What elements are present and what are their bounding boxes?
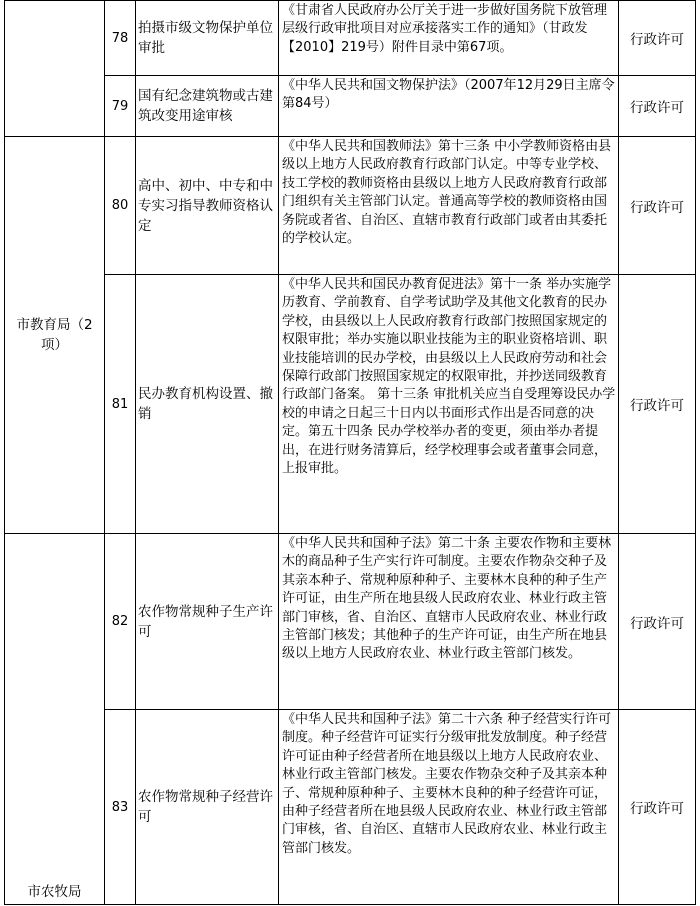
table-row	[5, 534, 696, 710]
item-type: 行政许可	[619, 1, 696, 76]
table-row	[5, 710, 696, 905]
approval-items-table	[4, 0, 696, 905]
table-row	[5, 76, 696, 137]
department-cell: 市教育局（2项）	[5, 137, 105, 534]
item-type: 行政许可	[619, 710, 696, 905]
table-row	[5, 275, 696, 534]
table-row	[5, 1, 696, 76]
item-number: 81	[105, 275, 136, 534]
item-name: 农作物常规种子经营许可	[136, 710, 279, 905]
item-number: 78	[105, 1, 136, 76]
legal-basis: 《甘肃省人民政府办公厅关于进一步做好国务院下放管理层级行政审批项目对应承接落实工作的通知》（甘政发【2010】219号）附件目录中第67项。	[279, 1, 619, 76]
department-cell: 市农牧局	[5, 534, 105, 905]
item-name: 农作物常规种子生产许可	[136, 534, 279, 710]
legal-basis: 《中华人民共和国教师法》第十三条 中小学教师资格由县级以上地方人民政府教育行政部门认定。中等专业学校、技工学校的教师资格由县级以上地方人民政府教育行政部门组织有关主管部门认定。普通高等学校的教师资格由国务院或者省、自治区、直辖市教育行政部门或者由其委托的学校认定。	[279, 137, 619, 275]
legal-basis: 《中华人民共和国种子法》第二十条 主要农作物和主要林木的商品种子生产实行许可制度。主要农作物杂交种子及其亲本种子、常规种原种种子、主要林木良种的种子生产许可证，由生产所在地县级人民政府农业、林业行政主管部门审核，省、自治区、直辖市人民政府农业、林业行政主管部门核发；其他种子的生产许可证，由生产所在地县级以上地方人民政府农业、林业行政主管部门核发。	[279, 534, 619, 710]
item-number: 83	[105, 710, 136, 905]
item-name: 高中、初中、中专和中专实习指导教师资格认定	[136, 137, 279, 275]
item-name: 拍摄市级文物保护单位审批	[136, 1, 279, 76]
department-cell	[5, 1, 105, 137]
legal-basis: 《中华人民共和国民办教育促进法》第十一条 举办实施学历教育、学前教育、自学考试助学及其他文化教育的民办学校，由县级以上人民政府教育行政部门按照国家规定的权限审批；举办实施以职业技能为主的职业资格培训、职业技能培训的民办学校，由县级以上人民政府劳动和社会保障行政部门按照国家规定的权限审批，并抄送同级教育行政部门备案。 第十三条 审批机关应当自受理筹设民办学校的申请之日起三十日内以书面形式作出是否同意的决定。第五十四条 民办学校举办者的变更，须由举办者提出，在进行财务清算后，经学校理事会或者董事会同意，上报审批。	[279, 275, 619, 534]
item-name: 民办教育机构设置、撤销	[136, 275, 279, 534]
legal-basis: 《中华人民共和国种子法》第二十六条 种子经营实行许可制度。种子经营许可证实行分级审批发放制度。种子经营许可证由种子经营者所在地县级以上地方人民政府农业、林业行政主管部门核发。主要农作物杂交种子及其亲本种子、常规种原种种子、主要林木良种的种子经营许可证，由种子经营者所在地县级人民政府农业、林业行政主管部门审核，省、自治区、直辖市人民政府农业、林业行政主管部门核发。	[279, 710, 619, 905]
item-type: 行政许可	[619, 76, 696, 137]
item-number: 82	[105, 534, 136, 710]
item-number: 79	[105, 76, 136, 137]
item-name: 国有纪念建筑物或古建筑改变用途审核	[136, 76, 279, 137]
item-number: 80	[105, 137, 136, 275]
table-row	[5, 137, 696, 275]
item-type: 行政许可	[619, 275, 696, 534]
item-type: 行政许可	[619, 137, 696, 275]
legal-basis: 《中华人民共和国文物保护法》（2007年12月29日主席令第84号）	[279, 76, 619, 137]
item-type: 行政许可	[619, 534, 696, 710]
